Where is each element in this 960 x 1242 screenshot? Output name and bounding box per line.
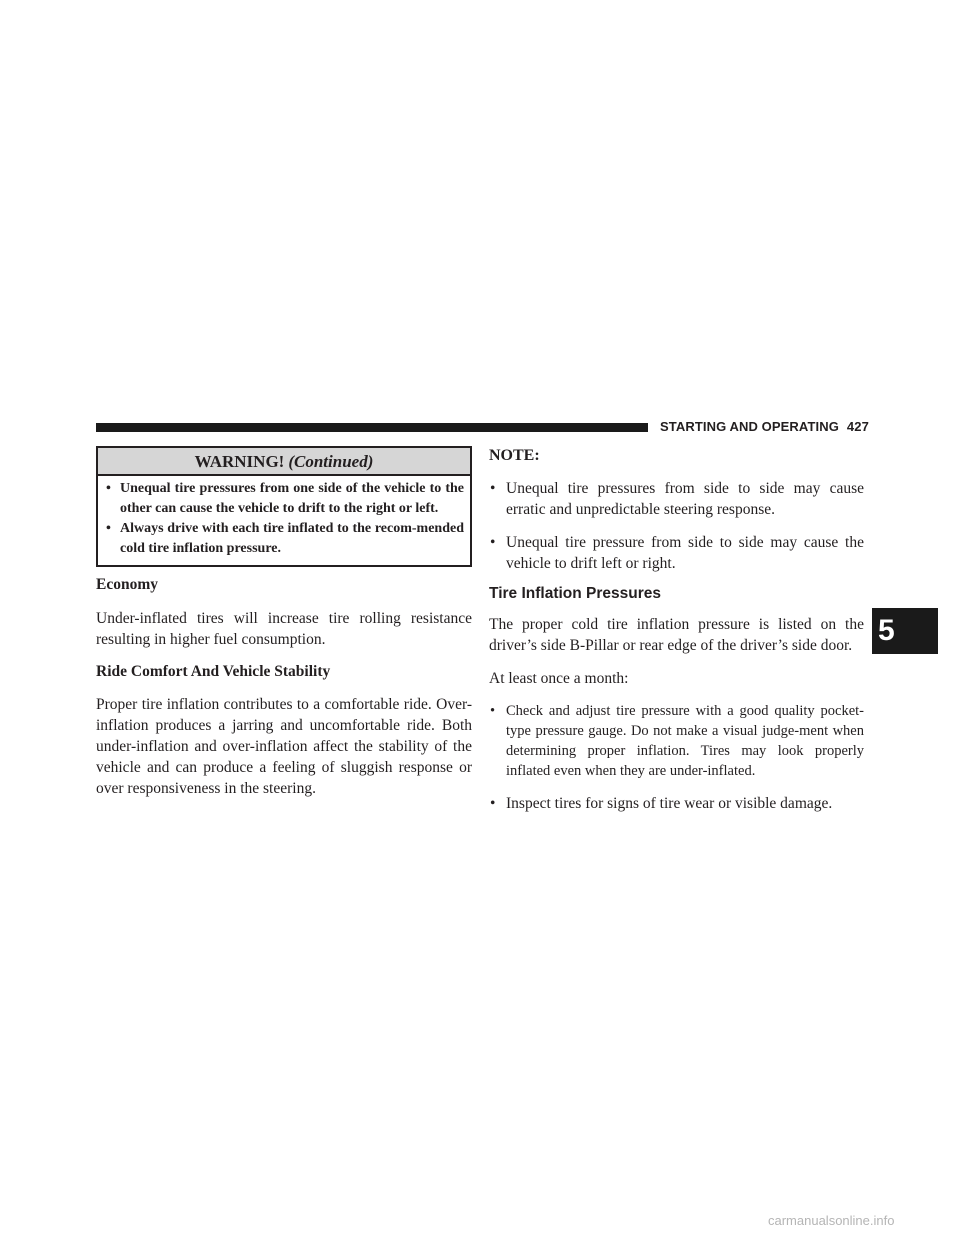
monthly-bullet: • Check and adjust tire pressure with a good quality pocket-type pressure gauge. Do not make a visual judge-ment when determining proper inflation. Tires may look properly inflated even when they are under-inflated. xyxy=(490,703,864,779)
warning-bullet: • Unequal tire pressures from one side of the vehicle to the other can cause the vehicle to drift to the right or left. xyxy=(106,481,464,516)
note-heading: NOTE: xyxy=(489,447,540,464)
bullet-icon: • xyxy=(106,481,111,496)
warning-box xyxy=(96,446,472,567)
warning-bullet: • Always drive with each tire inflated to the recom-mended cold tire inflation pressure. xyxy=(106,521,464,556)
tire-inflation-text: The proper cold tire inflation pressure is listed on the driver’s side B-Pillar or rear edge of the driver’s side door. xyxy=(489,616,864,654)
bullet-icon: • xyxy=(106,521,111,536)
economy-text: Under-inflated tires will increase tire rolling resistance resulting in higher fuel consumption. xyxy=(96,610,472,648)
note-bullet: • Unequal tire pressures from side to side may cause erratic and unpredictable steering response. xyxy=(490,480,864,518)
note-bullet: • Unequal tire pressure from side to side may cause the vehicle to drift left or right. xyxy=(490,534,864,572)
ride-text: Proper tire inflation contributes to a comfortable ride. Over-inflation produces a jarring and uncomfortable ride. Both under-inflation and over-inflation affect the stability of the vehicle and can produce a feeling of sluggish response or over responsiveness in the steering. xyxy=(96,696,472,797)
economy-heading: Economy xyxy=(96,576,158,593)
warning-body xyxy=(98,476,470,565)
ride-heading: Ride Comfort And Vehicle Stability xyxy=(96,663,331,680)
chapter-tab xyxy=(872,608,938,654)
header-rule xyxy=(96,423,648,432)
chapter-number: 5 xyxy=(878,614,895,647)
monthly-bullet: • Inspect tires for signs of tire wear or visible damage. xyxy=(490,795,833,812)
bullet-icon: • xyxy=(490,703,496,719)
page-number: 427 xyxy=(846,419,869,434)
section-title: STARTING AND OPERATING xyxy=(660,419,839,434)
watermark: carmanualsonline.info xyxy=(768,1213,895,1228)
warning-title: WARNING! xyxy=(194,452,285,471)
bullet-icon: • xyxy=(490,480,496,497)
warning-header xyxy=(98,448,470,476)
tire-inflation-heading: Tire Inflation Pressures xyxy=(489,585,661,602)
warning-continued: (Continued) xyxy=(288,452,374,471)
monthly-intro: At least once a month: xyxy=(489,670,629,687)
bullet-icon: • xyxy=(490,534,496,551)
running-header xyxy=(660,419,868,434)
bullet-icon: • xyxy=(490,795,496,812)
left-column xyxy=(96,446,472,799)
right-column xyxy=(489,446,864,814)
